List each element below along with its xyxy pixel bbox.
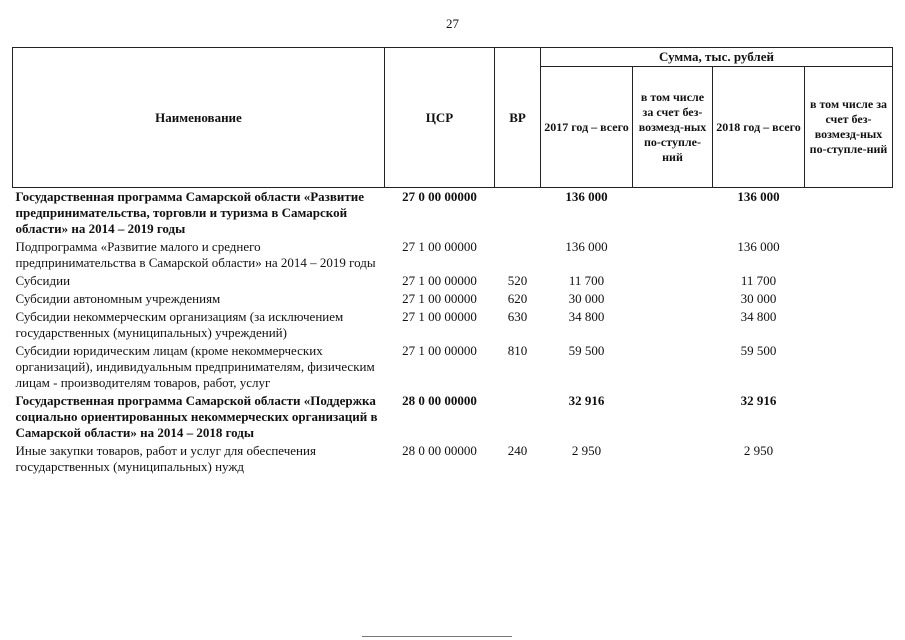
page-number: 27: [446, 16, 459, 31]
cell-sum-2017: 34 800: [568, 309, 605, 324]
cell-grant-2018: [805, 272, 893, 290]
cell-name: Субсидии некоммерческим организациям (за исключением государственных (муниципальных) учреждений): [15, 309, 344, 340]
cell-grant-2017: [633, 308, 713, 342]
cell-csr: 27 0 00 00000: [402, 189, 477, 204]
cell-vr: 520: [507, 273, 528, 288]
col-header-vr: ВР: [495, 48, 541, 188]
table-row: [13, 188, 893, 239]
cell-sum-2018: 32 916: [740, 393, 777, 408]
cell-sum-2017: 32 916: [568, 393, 605, 408]
cell-sum-2018: 136 000: [737, 189, 780, 204]
col-header-sum-group: Сумма, тыс. рублей: [541, 48, 893, 67]
cell-csr: 27 1 00 00000: [402, 273, 477, 288]
cell-name: Государственная программа Самарской области «Развитие предпринимательства, торговли и туризма в Самарской области» на 2014 – 2019 годы: [15, 189, 365, 236]
cell-name: Подпрограмма «Развитие малого и среднего предпринимательства в Самарской области» на 2014 – 2019 годы: [15, 239, 376, 270]
cell-csr: 27 1 00 00000: [402, 343, 477, 358]
budget-table: [12, 47, 893, 476]
cell-sum-2018: 30 000: [740, 291, 777, 306]
col-header-2017-total: 2017 год – всего: [541, 67, 633, 188]
cell-name: Иные закупки товаров, работ и услуг для обеспечения государственных (муниципальных) нужд: [15, 443, 316, 474]
cell-sum-2018: 2 950: [743, 443, 774, 458]
cell-csr: 27 1 00 00000: [402, 291, 477, 306]
cell-sum-2017: 136 000: [565, 189, 608, 204]
table-row: [13, 308, 893, 342]
cell-grant-2018: [805, 392, 893, 442]
footer-divider: [362, 636, 512, 637]
cell-sum-2017: 11 700: [568, 273, 605, 288]
cell-csr: 27 1 00 00000: [402, 309, 477, 324]
col-header-csr: ЦСР: [385, 48, 495, 188]
cell-csr: 27 1 00 00000: [402, 239, 477, 254]
cell-grant-2018: [805, 342, 893, 392]
cell-name: Субсидии юридическим лицам (кроме некоммерческих организаций), индивидуальным предпринимателям, физическим лицам - производителям товаров, работ, услуг: [15, 343, 375, 390]
cell-vr: [495, 188, 541, 239]
cell-vr: 240: [507, 443, 528, 458]
cell-sum-2017: 30 000: [568, 291, 605, 306]
cell-name: Субсидии: [15, 273, 71, 288]
cell-sum-2017: 136 000: [565, 239, 608, 254]
cell-sum-2018: 34 800: [740, 309, 777, 324]
cell-vr: 810: [507, 343, 528, 358]
table-row: [13, 238, 893, 272]
cell-csr: 28 0 00 00000: [402, 393, 477, 408]
col-header-2018-total: 2018 год – всего: [713, 67, 805, 188]
table-row: [13, 272, 893, 290]
cell-name: Субсидии автономным учреждениям: [15, 291, 221, 306]
cell-grant-2017: [633, 238, 713, 272]
cell-sum-2017: 59 500: [568, 343, 605, 358]
cell-vr: 620: [507, 291, 528, 306]
cell-sum-2018: 11 700: [740, 273, 777, 288]
cell-grant-2018: [805, 442, 893, 476]
cell-name: Государственная программа Самарской области «Поддержка социально ориентированных некоммерческих организаций в Самарской области» на 2014 – 2018 годы: [15, 393, 378, 440]
cell-grant-2018: [805, 290, 893, 308]
table-body: [13, 188, 893, 477]
cell-vr: 630: [507, 309, 528, 324]
cell-csr: 28 0 00 00000: [402, 443, 477, 458]
cell-grant-2017: [633, 392, 713, 442]
cell-grant-2018: [805, 238, 893, 272]
cell-grant-2017: [633, 290, 713, 308]
col-header-name: Наименование: [13, 48, 385, 188]
cell-grant-2018: [805, 308, 893, 342]
cell-vr: [495, 238, 541, 272]
col-header-2018-grant: в том числе за счет без-возмезд-ных по-ступле-ний: [805, 67, 893, 188]
cell-vr: [495, 392, 541, 442]
table-row: [13, 392, 893, 442]
cell-sum-2018: 59 500: [740, 343, 777, 358]
cell-sum-2018: 136 000: [737, 239, 780, 254]
table-row: [13, 290, 893, 308]
cell-grant-2018: [805, 188, 893, 239]
table-row: [13, 442, 893, 476]
cell-grant-2017: [633, 342, 713, 392]
header-row: [13, 48, 893, 67]
col-header-2017-grant: в том числе за счет без-возмезд-ных по-ступле-ний: [633, 67, 713, 188]
cell-grant-2017: [633, 272, 713, 290]
cell-grant-2017: [633, 188, 713, 239]
table-row: [13, 342, 893, 392]
cell-grant-2017: [633, 442, 713, 476]
cell-sum-2017: 2 950: [571, 443, 602, 458]
